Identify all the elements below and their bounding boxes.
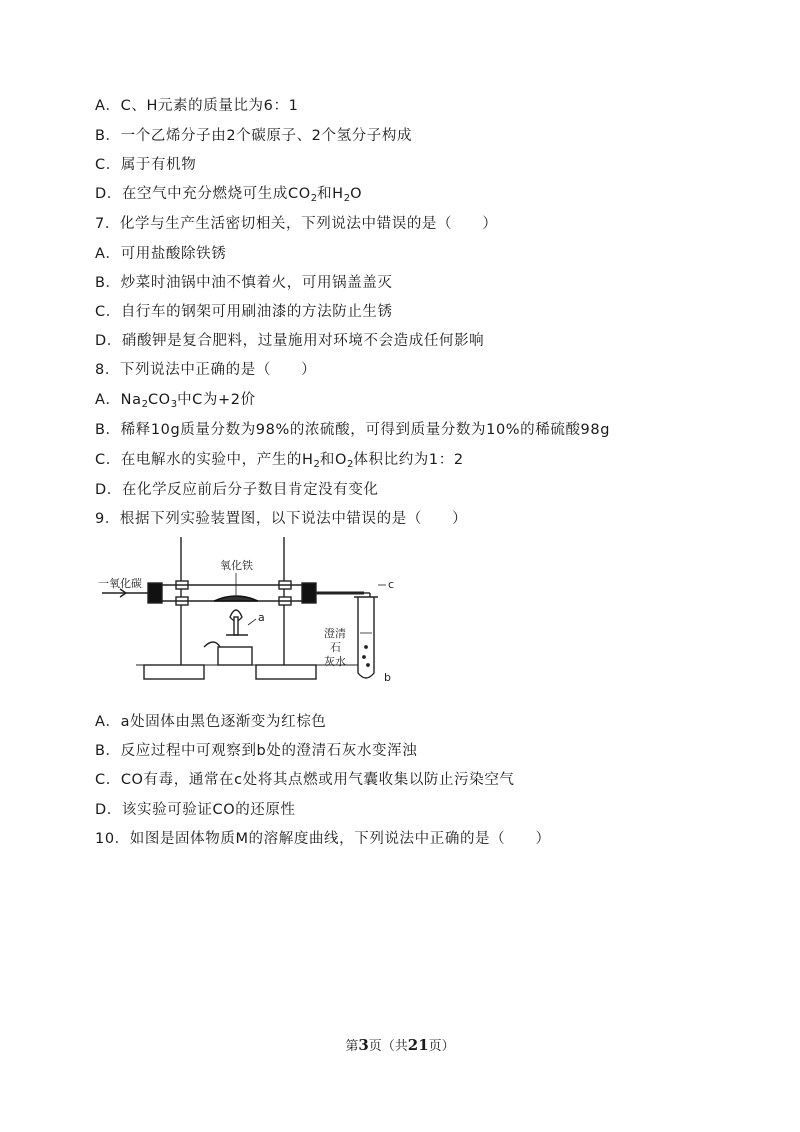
subscript: 2 [310,193,318,204]
q6-option-d-text: 和H [317,186,344,202]
q7-option-b: B．炒菜时油锅中油不慎着火，可用锅盖盖灭 [95,275,393,291]
q6-option-d-text: D．在空气中充分燃烧可生成CO [95,186,311,202]
subscript: 2 [347,459,354,470]
footer-text: 页） [428,1039,455,1054]
bubble [367,664,369,666]
limewater-label-3: 灰水 [324,655,346,668]
q7-option-d: D．硝酸钾是复合肥料，过量施用对环境不会造成任何影响 [95,333,485,349]
subscript: 2 [313,459,320,470]
q9-option-a: A．a处固体由黑色逐渐变为红棕色 [95,714,327,730]
q10-stem: 10．如图是固体物质M的溶解度曲线，下列说法中正确的是（ ） [95,831,551,847]
point-a-pointer [248,619,256,625]
right-stand-base [256,665,316,679]
iron-oxide-powder [214,596,258,601]
q8-option-a-text: CO [147,392,171,408]
footer-text: 页（共 [368,1039,408,1054]
q8-option-d: D．在化学反应前后分子数目肯定没有变化 [95,482,379,498]
q8-option-a [95,390,256,415]
q9-option-c: C．CO有毒，通常在c处将其点燃或用气囊收集以防止污染空气 [95,772,515,788]
bubble [365,646,367,648]
alcohol-lamp [218,647,252,665]
q6-option-d-text: O [350,186,363,202]
q6-option-d [95,184,362,209]
co-reduction-apparatus-diagram [96,535,408,685]
q8-option-a-text: A．Na [95,392,142,408]
page-footer [0,1035,800,1054]
subscript: 2 [141,399,148,410]
page-number: 3 [358,1036,369,1054]
q8-option-a-text: 中C为+2价 [177,392,256,408]
footer-text: 第 [345,1039,359,1054]
q6-option-b: B．一个乙烯分子由2个碳原子、2个氢分子构成 [95,128,413,144]
q8-option-c [95,450,464,475]
left-stopper [148,583,162,603]
q7-stem: 7．化学与生产生活密切相关，下列说法中错误的是（ ） [95,216,498,232]
limewater-label-1: 澄清 [324,627,346,640]
fe2o3-label: 氧化铁 [220,559,253,572]
q9-stem: 9．根据下列实验装置图，以下说法中错误的是（ ） [95,511,468,527]
point-c-label: c [388,578,395,591]
lamp-handle [204,642,220,647]
subscript: 3 [170,399,178,410]
right-stopper [302,583,316,603]
q6-option-c: C．属于有机物 [95,157,197,173]
test-tube [358,597,374,678]
co-label: 一氧化碳 [98,577,142,590]
q9-option-d: D．该实验可验证CO的还原性 [95,802,296,818]
q8-option-c-text: C．在电解水的实验中，产生的H [95,452,314,468]
bubble [363,656,365,658]
total-pages: 21 [407,1036,429,1054]
limewater-label-2: 石 [330,641,341,654]
q8-option-c-text: 和O [319,452,348,468]
q9-option-b: B．反应过程中可观察到b处的澄清石灰水变浑浊 [95,743,418,759]
q7-option-a: A．可用盐酸除铁锈 [95,246,227,262]
q7-option-c: C．自行车的钢架可用刷油漆的方法防止生锈 [95,304,393,320]
burner-tube [234,617,238,635]
q6-option-a: A．C、H元素的质量比为6：1 [95,98,299,114]
q8-option-b: B．稀释10g质量分数为98%的浓硫酸，可得到质量分数为10%的稀硫酸98g [95,422,611,438]
q8-option-c-text: 体积比约为1：2 [353,452,464,468]
point-b-label: b [384,671,391,684]
subscript: 2 [343,193,351,204]
left-stand-base [144,665,204,679]
point-a-label: a [258,611,265,624]
q8-stem: 8．下列说法中正确的是（ ） [95,362,317,378]
